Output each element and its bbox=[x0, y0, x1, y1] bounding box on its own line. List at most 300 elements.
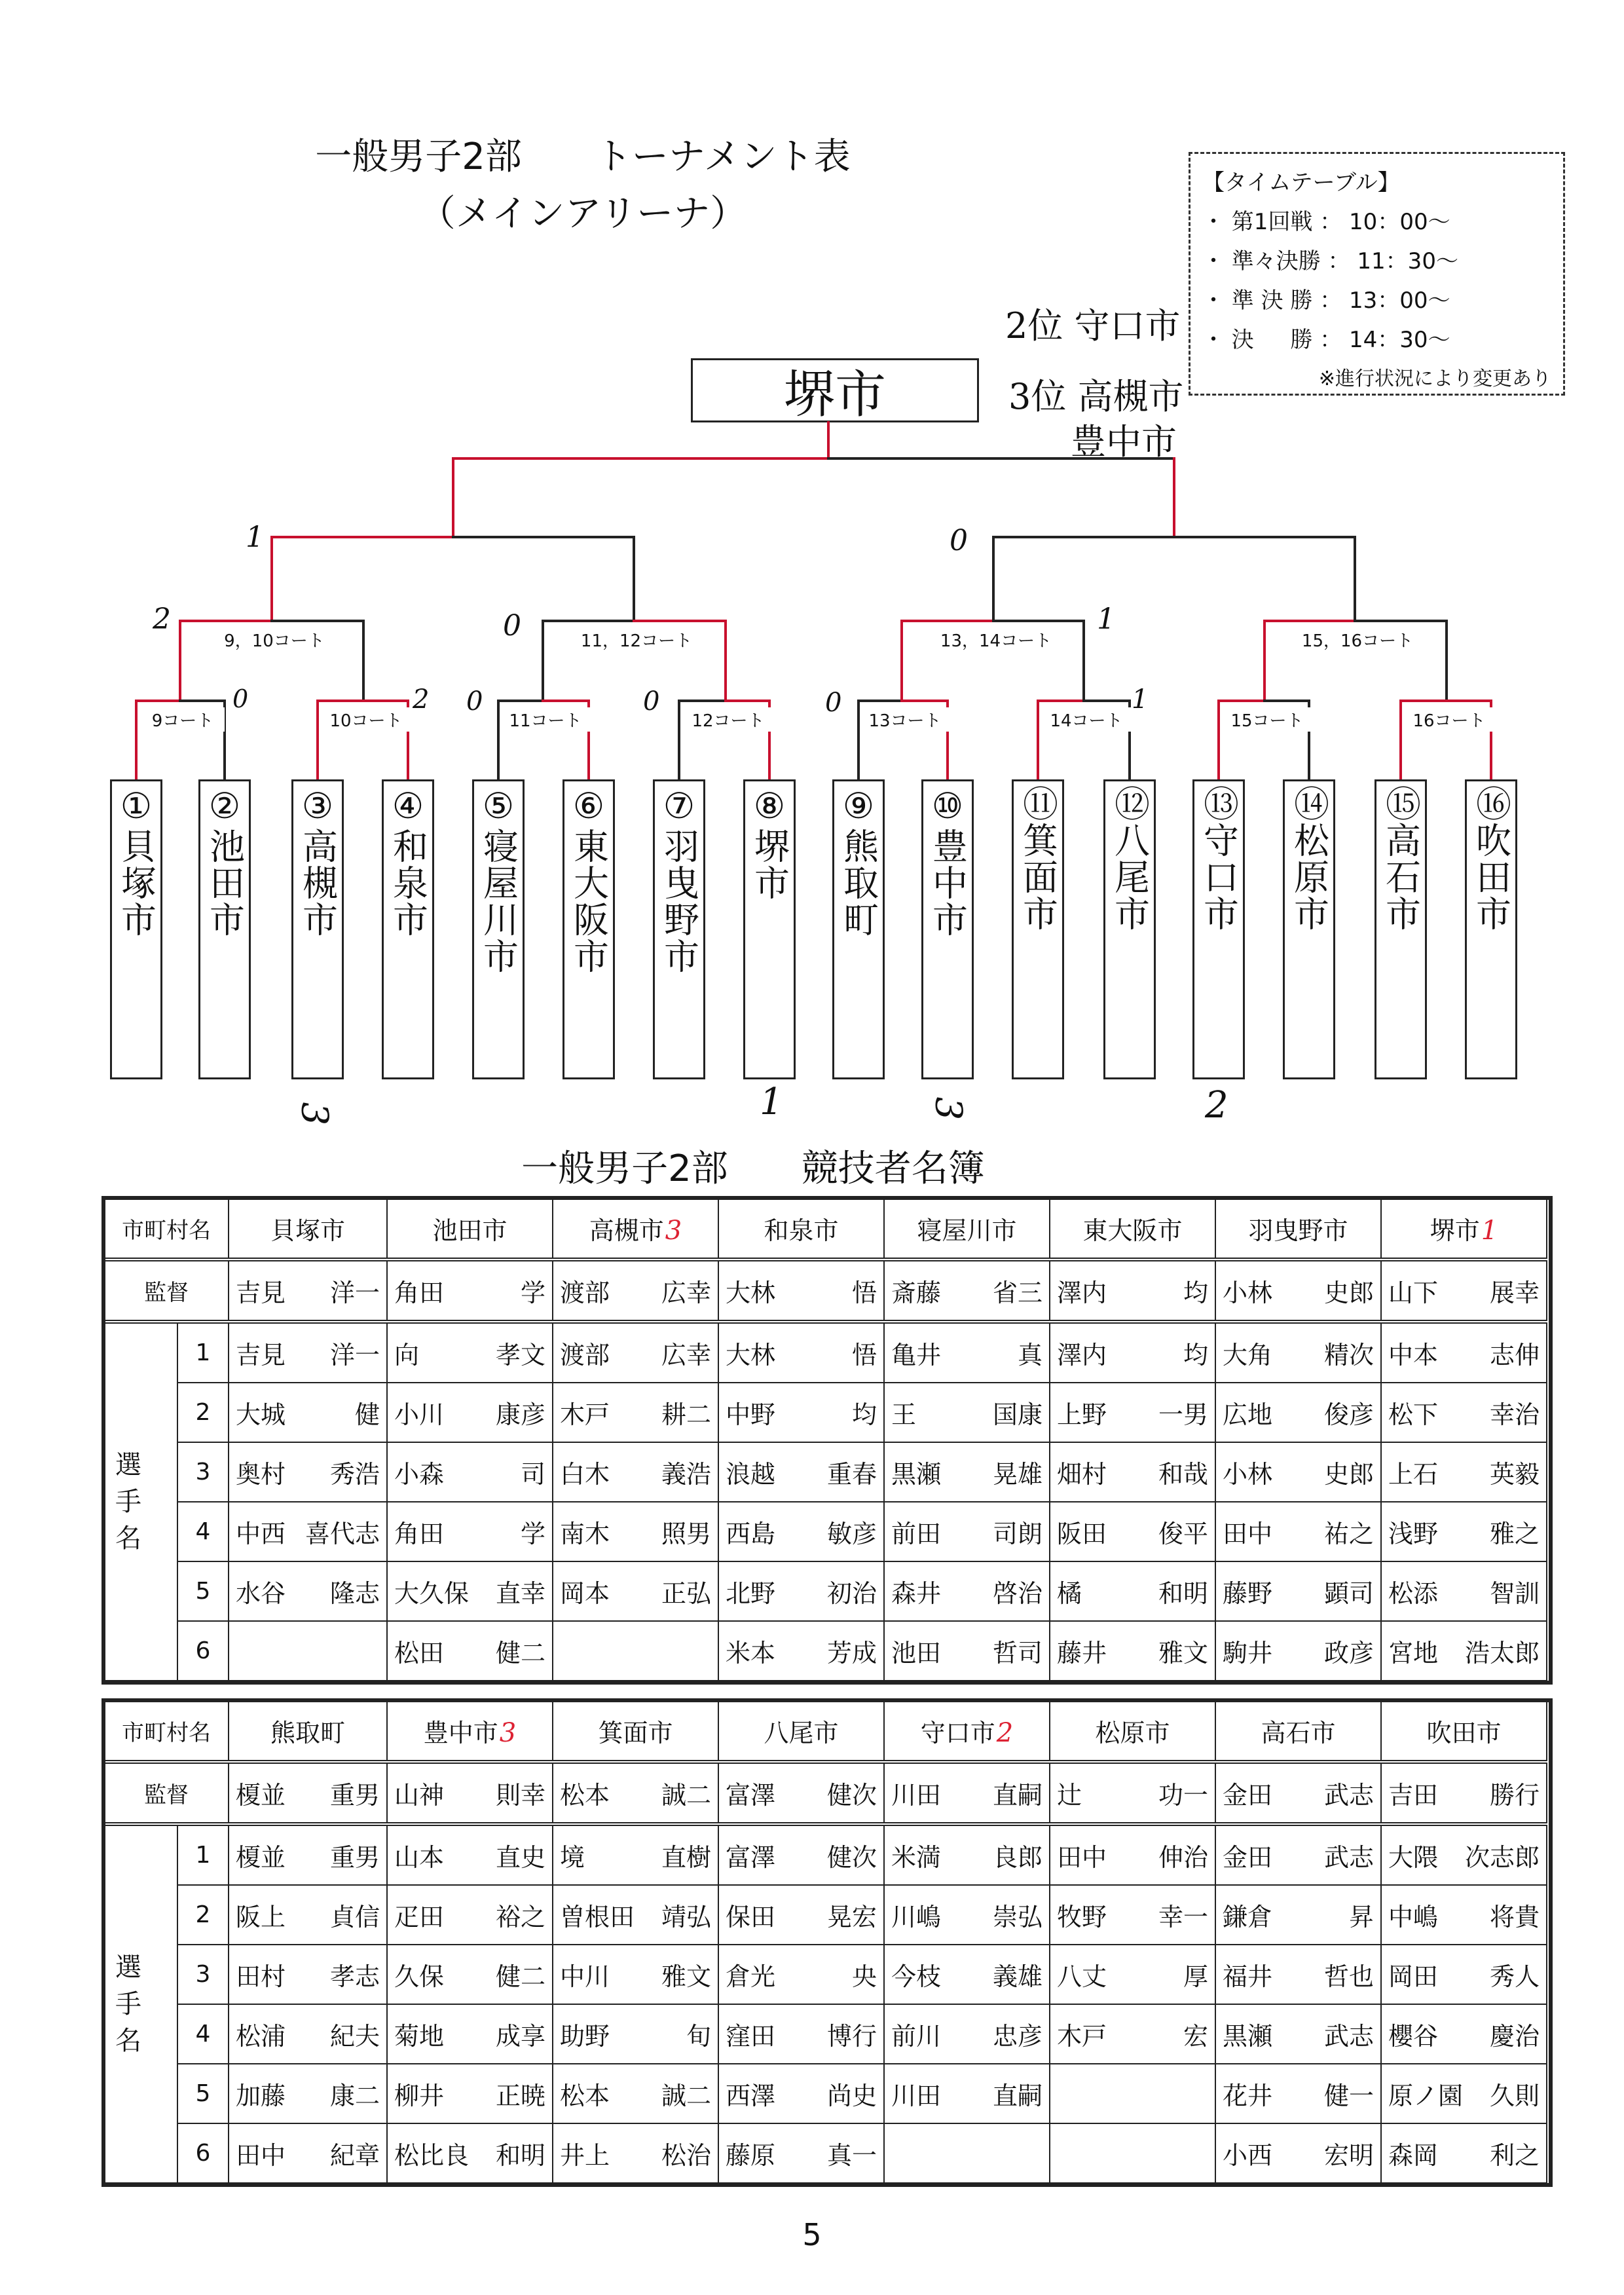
family-name: 黒瀬 bbox=[891, 1460, 942, 1489]
city-name bbox=[387, 1199, 553, 1259]
team-box: ⑦羽曳野市 bbox=[653, 779, 705, 1079]
name-pair bbox=[236, 1897, 380, 1933]
player-name bbox=[387, 1885, 553, 1945]
name-pair bbox=[236, 1837, 380, 1873]
name-pair bbox=[1388, 1454, 1540, 1490]
player-name bbox=[553, 2064, 718, 2123]
given-name: 裕之 bbox=[495, 1903, 545, 1931]
given-name: 正暁 bbox=[495, 2081, 545, 2110]
player-name bbox=[1381, 1621, 1547, 1681]
city-name-text: 熊取町 bbox=[270, 1719, 345, 1747]
given-name: 直幸 bbox=[495, 1579, 545, 1608]
roster-header-row bbox=[104, 1199, 1547, 1259]
player-name bbox=[718, 1561, 884, 1621]
given-name: 次志郎 bbox=[1464, 1843, 1540, 1872]
family-name: 小森 bbox=[394, 1460, 445, 1489]
score: 0 bbox=[950, 524, 968, 557]
given-name: 均 bbox=[1183, 1278, 1208, 1307]
player-name bbox=[1050, 1442, 1215, 1502]
family-name: 小林 bbox=[1223, 1278, 1273, 1307]
player-number: 3 bbox=[177, 1442, 229, 1502]
given-name: 宏 bbox=[1183, 2022, 1208, 2051]
court-label: 11，12コート bbox=[562, 627, 711, 652]
city-name-text: 豊中市 bbox=[423, 1719, 498, 1747]
name-pair bbox=[1057, 1394, 1208, 1430]
name-pair bbox=[891, 1273, 1043, 1309]
name-pair bbox=[1388, 1335, 1540, 1371]
given-name: 政彦 bbox=[1323, 1639, 1374, 1668]
given-name: 真一 bbox=[826, 2141, 877, 2170]
given-name: 旬 bbox=[686, 2022, 711, 2051]
name-pair bbox=[1223, 1273, 1374, 1309]
name-pair bbox=[1223, 1775, 1374, 1811]
name-pair bbox=[1223, 1837, 1374, 1873]
given-name: 貞信 bbox=[329, 1903, 380, 1931]
team-box: ④和泉市 bbox=[382, 779, 434, 1079]
name-pair bbox=[1057, 1514, 1208, 1550]
city-name bbox=[1050, 1701, 1215, 1762]
manager-name bbox=[1050, 1762, 1215, 1824]
family-name: 奥村 bbox=[236, 1460, 286, 1489]
family-name: 助野 bbox=[560, 2022, 610, 2051]
family-name: 渡部 bbox=[560, 1278, 610, 1307]
player-name bbox=[553, 1442, 718, 1502]
given-name: 康彦 bbox=[495, 1400, 545, 1429]
given-name: 国康 bbox=[992, 1400, 1043, 1429]
family-name: 木戸 bbox=[1057, 2022, 1107, 2051]
score: 2 bbox=[153, 603, 171, 636]
family-name: 角田 bbox=[394, 1520, 445, 1548]
player-name bbox=[1381, 1383, 1547, 1442]
player-name bbox=[1050, 1824, 1215, 1885]
player-name bbox=[1381, 1502, 1547, 1561]
family-name: 櫻谷 bbox=[1388, 2022, 1439, 2051]
team-box: ⑥東大阪市 bbox=[563, 779, 615, 1079]
name-pair bbox=[1388, 2135, 1540, 2171]
team-box: ⑤寝屋川市 bbox=[472, 779, 525, 1079]
family-name: 松田 bbox=[394, 1639, 445, 1668]
player-name bbox=[553, 1885, 718, 1945]
family-name: 中西 bbox=[236, 1520, 286, 1548]
given-name: 秀浩 bbox=[329, 1460, 380, 1489]
family-name: 駒井 bbox=[1223, 1639, 1273, 1668]
name-pair bbox=[1388, 1897, 1540, 1933]
court-label: 11コート bbox=[500, 707, 591, 732]
family-name: 小林 bbox=[1223, 1460, 1273, 1489]
family-name: 白木 bbox=[560, 1460, 610, 1489]
handwritten-mark: 3 bbox=[665, 1216, 682, 1246]
court-label: 14コート bbox=[1041, 707, 1132, 732]
player-name bbox=[884, 2123, 1050, 2183]
page-title: 一般男子2部 トーナメント表 bbox=[315, 136, 851, 178]
name-pair bbox=[394, 1775, 545, 1811]
name-pair bbox=[1223, 1335, 1374, 1371]
name-pair bbox=[560, 1454, 711, 1490]
given-name: 伸治 bbox=[1158, 1843, 1208, 1872]
given-name: 正弘 bbox=[661, 1579, 711, 1608]
court-label: 15コート bbox=[1222, 707, 1312, 732]
family-name: 川田 bbox=[891, 1781, 942, 1810]
family-name: 岡田 bbox=[1388, 1962, 1439, 1991]
page-subtitle: （メインアリーナ） bbox=[418, 193, 747, 235]
name-pair bbox=[1223, 1633, 1374, 1669]
court-label: 16コート bbox=[1404, 707, 1494, 732]
family-name: 山本 bbox=[394, 1843, 445, 1872]
name-pair bbox=[891, 1897, 1043, 1933]
city-name-text: 池田市 bbox=[432, 1216, 507, 1245]
family-name: 八丈 bbox=[1057, 1962, 1107, 1991]
given-name: 哲也 bbox=[1323, 1962, 1374, 1991]
name-pair bbox=[891, 1956, 1043, 1992]
timetable-heading: 【タイムテーブル】 bbox=[1202, 170, 1400, 196]
name-pair bbox=[1057, 1633, 1208, 1669]
player-name bbox=[718, 2123, 884, 2183]
given-name: 義雄 bbox=[992, 1962, 1043, 1991]
name-pair bbox=[394, 1837, 545, 1873]
city-name bbox=[1050, 1199, 1215, 1259]
team-box: ⑬守口市 bbox=[1192, 779, 1245, 1079]
score: 2 bbox=[1205, 1084, 1228, 1127]
name-pair bbox=[891, 1335, 1043, 1371]
player-number: 6 bbox=[177, 2123, 229, 2183]
player-name bbox=[884, 1383, 1050, 1442]
given-name: 英毅 bbox=[1489, 1460, 1540, 1489]
timetable-row: ・ 準 決 勝 ： 13：00～ bbox=[1202, 288, 1450, 314]
player-name bbox=[1215, 1322, 1381, 1383]
team-box: ⑫八尾市 bbox=[1103, 779, 1156, 1079]
player-name bbox=[387, 1322, 553, 1383]
name-pair bbox=[1388, 2016, 1540, 2052]
manager-row bbox=[104, 1762, 1547, 1824]
name-pair bbox=[236, 1335, 380, 1371]
player-name bbox=[884, 1885, 1050, 1945]
team-box: ⑧堺市 bbox=[743, 779, 796, 1079]
city-name bbox=[553, 1701, 718, 1762]
family-name: 田村 bbox=[236, 1962, 286, 1991]
player-name bbox=[1215, 1383, 1381, 1442]
player-name bbox=[718, 2004, 884, 2064]
player-name bbox=[884, 1322, 1050, 1383]
manager-name bbox=[229, 1259, 387, 1322]
name-pair bbox=[726, 2076, 877, 2112]
family-name: 藤原 bbox=[726, 2141, 776, 2170]
name-pair bbox=[1388, 1837, 1540, 1873]
given-name: 悟 bbox=[851, 1341, 877, 1370]
given-name: 浩太郎 bbox=[1464, 1639, 1540, 1668]
player-name bbox=[229, 1322, 387, 1383]
player-row bbox=[104, 1561, 1547, 1621]
given-name: 誠二 bbox=[661, 2081, 711, 2110]
manager-label: 監督 bbox=[104, 1762, 229, 1824]
name-pair bbox=[726, 1573, 877, 1609]
name-pair bbox=[236, 1394, 380, 1430]
family-name: 北野 bbox=[726, 1579, 776, 1608]
player-name bbox=[1215, 2004, 1381, 2064]
name-pair bbox=[891, 1394, 1043, 1430]
name-pair bbox=[726, 2135, 877, 2171]
family-name: 川嶋 bbox=[891, 1903, 942, 1931]
family-name: 境 bbox=[560, 1843, 585, 1872]
player-name bbox=[1215, 1824, 1381, 1885]
handwritten-mark: 1 bbox=[1481, 1216, 1498, 1246]
player-name bbox=[1215, 1442, 1381, 1502]
name-pair bbox=[726, 1956, 877, 1992]
player-row bbox=[104, 1621, 1547, 1681]
player-name bbox=[229, 2064, 387, 2123]
city-name bbox=[1381, 1199, 1547, 1259]
name-pair bbox=[726, 1775, 877, 1811]
name-pair bbox=[1223, 1454, 1374, 1490]
family-name: 菊地 bbox=[394, 2022, 445, 2051]
given-name: 司朗 bbox=[992, 1520, 1043, 1548]
player-name bbox=[387, 1945, 553, 2004]
given-name: 耕二 bbox=[661, 1400, 711, 1429]
player-name bbox=[387, 1561, 553, 1621]
manager-name bbox=[1215, 1762, 1381, 1824]
family-name: 向 bbox=[394, 1341, 420, 1370]
timetable-row: ・ 第1回戦 ： 10：00～ bbox=[1202, 209, 1450, 235]
family-name: 榎並 bbox=[236, 1781, 286, 1810]
manager-name bbox=[1381, 1259, 1547, 1322]
city-name bbox=[718, 1701, 884, 1762]
family-name: 川田 bbox=[891, 2081, 942, 2110]
family-name: 藤野 bbox=[1223, 1579, 1273, 1608]
player-name bbox=[387, 1442, 553, 1502]
family-name: 富澤 bbox=[726, 1843, 776, 1872]
given-name: 学 bbox=[520, 1520, 545, 1548]
player-name bbox=[229, 1502, 387, 1561]
name-pair bbox=[1223, 1897, 1374, 1933]
given-name: 初治 bbox=[826, 1579, 877, 1608]
player-row bbox=[104, 1442, 1547, 1502]
given-name: 敏彦 bbox=[826, 1520, 877, 1548]
city-name-text: 東大阪市 bbox=[1082, 1216, 1183, 1245]
handwritten-third-place: 3位 高槻市 bbox=[1008, 376, 1184, 417]
family-name: 畑村 bbox=[1057, 1460, 1107, 1489]
given-name: 紀章 bbox=[329, 2141, 380, 2170]
given-name: 祐之 bbox=[1323, 1520, 1374, 1548]
given-name: 功一 bbox=[1158, 1781, 1208, 1810]
family-name: 吉見 bbox=[236, 1278, 286, 1307]
score: 1 bbox=[1097, 603, 1115, 636]
given-name: 将貴 bbox=[1489, 1903, 1540, 1931]
player-name bbox=[1381, 2004, 1547, 2064]
name-pair bbox=[1057, 1454, 1208, 1490]
given-name: 晃雄 bbox=[992, 1460, 1043, 1489]
player-row bbox=[104, 1945, 1547, 2004]
family-name: 水谷 bbox=[236, 1579, 286, 1608]
city-name-text: 高石市 bbox=[1261, 1719, 1336, 1747]
given-name: 精次 bbox=[1323, 1341, 1374, 1370]
given-name: 直嗣 bbox=[992, 1781, 1043, 1810]
manager-name bbox=[387, 1259, 553, 1322]
player-name bbox=[884, 1442, 1050, 1502]
name-pair bbox=[236, 2076, 380, 2112]
given-name: 雅之 bbox=[1489, 1520, 1540, 1548]
family-name: 橘 bbox=[1057, 1579, 1082, 1608]
name-pair bbox=[560, 2076, 711, 2112]
name-pair bbox=[1223, 2135, 1374, 2171]
score: 0 bbox=[466, 686, 483, 717]
family-name: 宮地 bbox=[1388, 1639, 1439, 1668]
players-label-text: 選手名 bbox=[115, 1952, 141, 2056]
given-name: 健二 bbox=[495, 1962, 545, 1991]
timetable-note: ※進行状況により変更あり bbox=[1318, 367, 1551, 390]
team-box: ⑨熊取町 bbox=[832, 779, 885, 1079]
family-name: 岡本 bbox=[560, 1579, 610, 1608]
family-name: 榎並 bbox=[236, 1843, 286, 1872]
champion-name: 堺市 bbox=[783, 365, 886, 424]
family-name: 松比良 bbox=[394, 2141, 470, 2170]
family-name: 広地 bbox=[1223, 1400, 1273, 1429]
given-name: 昇 bbox=[1348, 1903, 1374, 1931]
given-name: 尚史 bbox=[826, 2081, 877, 2110]
city-label: 市町村名 bbox=[104, 1701, 229, 1762]
name-pair bbox=[1388, 2076, 1540, 2112]
family-name: 加藤 bbox=[236, 2081, 286, 2110]
player-name bbox=[1381, 1885, 1547, 1945]
player-name bbox=[1215, 2123, 1381, 2183]
family-name: 澤内 bbox=[1057, 1341, 1107, 1370]
given-name: 史郎 bbox=[1323, 1278, 1374, 1307]
player-number: 4 bbox=[177, 1502, 229, 1561]
timetable-row: ・ 準々決勝 ： 11：30～ bbox=[1202, 248, 1458, 274]
city-name-text: 堺市 bbox=[1430, 1216, 1480, 1245]
name-pair bbox=[236, 2135, 380, 2171]
team-box: ⑪箕面市 bbox=[1012, 779, 1064, 1079]
player-row bbox=[104, 1824, 1547, 1885]
player-name bbox=[1050, 1322, 1215, 1383]
city-name bbox=[718, 1199, 884, 1259]
family-name: 上野 bbox=[1057, 1400, 1107, 1429]
given-name: 悟 bbox=[851, 1278, 877, 1307]
family-name: 小川 bbox=[394, 1400, 445, 1429]
player-name bbox=[553, 2004, 718, 2064]
player-row bbox=[104, 1383, 1547, 1442]
team-box: ⑮高石市 bbox=[1375, 779, 1427, 1079]
name-pair bbox=[236, 1775, 380, 1811]
family-name: 田中 bbox=[236, 2141, 286, 2170]
roster-table-1 bbox=[103, 1198, 1547, 1681]
team-box: ②池田市 bbox=[198, 779, 251, 1079]
given-name: 均 bbox=[1183, 1341, 1208, 1370]
score: 3 bbox=[927, 1096, 970, 1121]
family-name: 中本 bbox=[1388, 1341, 1439, 1370]
score: 3 bbox=[293, 1102, 336, 1126]
given-name: 孝文 bbox=[495, 1341, 545, 1370]
family-name: 保田 bbox=[726, 1903, 776, 1931]
family-name: 森岡 bbox=[1388, 2141, 1439, 2170]
family-name: 米本 bbox=[726, 1639, 776, 1668]
score: 0 bbox=[825, 688, 842, 718]
city-name bbox=[553, 1199, 718, 1259]
given-name: 重男 bbox=[329, 1781, 380, 1810]
given-name: 雅文 bbox=[661, 1962, 711, 1991]
given-name: 則幸 bbox=[495, 1781, 545, 1810]
player-number: 4 bbox=[177, 2004, 229, 2064]
city-name-text: 松原市 bbox=[1095, 1719, 1170, 1747]
given-name: 健次 bbox=[826, 1781, 877, 1810]
player-name bbox=[229, 1561, 387, 1621]
player-name bbox=[1381, 1442, 1547, 1502]
family-name: 黒瀬 bbox=[1223, 2022, 1273, 2051]
name-pair bbox=[1057, 1897, 1208, 1933]
player-name bbox=[553, 1322, 718, 1383]
given-name: 和明 bbox=[495, 2141, 545, 2170]
family-name: 松本 bbox=[560, 2081, 610, 2110]
player-name bbox=[1381, 1322, 1547, 1383]
given-name: 和明 bbox=[1158, 1579, 1208, 1608]
given-name: 喜代志 bbox=[304, 1520, 380, 1548]
name-pair bbox=[236, 1454, 380, 1490]
family-name: 木戸 bbox=[560, 1400, 610, 1429]
players-label bbox=[104, 1824, 177, 2183]
name-pair bbox=[1388, 1956, 1540, 1992]
manager-name bbox=[718, 1259, 884, 1322]
name-pair bbox=[394, 1573, 545, 1609]
player-name bbox=[1215, 1502, 1381, 1561]
player-number: 6 bbox=[177, 1621, 229, 1681]
family-name: 松添 bbox=[1388, 1579, 1439, 1608]
name-pair bbox=[236, 1273, 380, 1309]
family-name: 上石 bbox=[1388, 1460, 1439, 1489]
name-pair bbox=[1388, 1775, 1540, 1811]
given-name: 誠二 bbox=[661, 1781, 711, 1810]
handwritten-second-place: 2位 守口市 bbox=[1005, 305, 1181, 346]
player-name bbox=[884, 1502, 1050, 1561]
family-name: 柳井 bbox=[394, 2081, 445, 2110]
city-name-text: 守口市 bbox=[920, 1719, 995, 1747]
given-name: 晃宏 bbox=[826, 1903, 877, 1931]
given-name: 広幸 bbox=[661, 1278, 711, 1307]
family-name: 田中 bbox=[1223, 1520, 1273, 1548]
name-pair bbox=[1223, 1956, 1374, 1992]
player-name bbox=[1215, 2064, 1381, 2123]
score: 1 bbox=[760, 1081, 783, 1123]
name-pair bbox=[726, 1394, 877, 1430]
court-label: 9，10コート bbox=[206, 627, 342, 652]
name-pair bbox=[560, 2016, 711, 2052]
player-name bbox=[884, 2004, 1050, 2064]
given-name: 雅文 bbox=[1158, 1639, 1208, 1668]
given-name: 直史 bbox=[495, 1843, 545, 1872]
player-row bbox=[104, 1502, 1547, 1561]
team-box: ⑯吹田市 bbox=[1465, 779, 1517, 1079]
given-name: 和哉 bbox=[1158, 1460, 1208, 1489]
court-label: 15，16コート bbox=[1283, 627, 1432, 652]
family-name: 浪越 bbox=[726, 1460, 776, 1489]
player-name bbox=[1215, 1885, 1381, 1945]
city-name bbox=[884, 1701, 1050, 1762]
city-name bbox=[1215, 1701, 1381, 1762]
name-pair bbox=[726, 1633, 877, 1669]
name-pair bbox=[394, 2016, 545, 2052]
player-name bbox=[718, 1383, 884, 1442]
name-pair bbox=[726, 1273, 877, 1309]
city-name-text: 箕面市 bbox=[598, 1719, 673, 1747]
city-name-text: 貝塚市 bbox=[270, 1216, 345, 1245]
player-name bbox=[1050, 1885, 1215, 1945]
player-name bbox=[718, 1885, 884, 1945]
player-name bbox=[229, 2004, 387, 2064]
player-name bbox=[553, 1824, 718, 1885]
given-name: 孝志 bbox=[329, 1962, 380, 1991]
player-row bbox=[104, 1885, 1547, 1945]
family-name: 中川 bbox=[560, 1962, 610, 1991]
family-name: 大角 bbox=[1223, 1341, 1273, 1370]
name-pair bbox=[560, 1573, 711, 1609]
city-name-text: 羽曳野市 bbox=[1248, 1216, 1348, 1245]
